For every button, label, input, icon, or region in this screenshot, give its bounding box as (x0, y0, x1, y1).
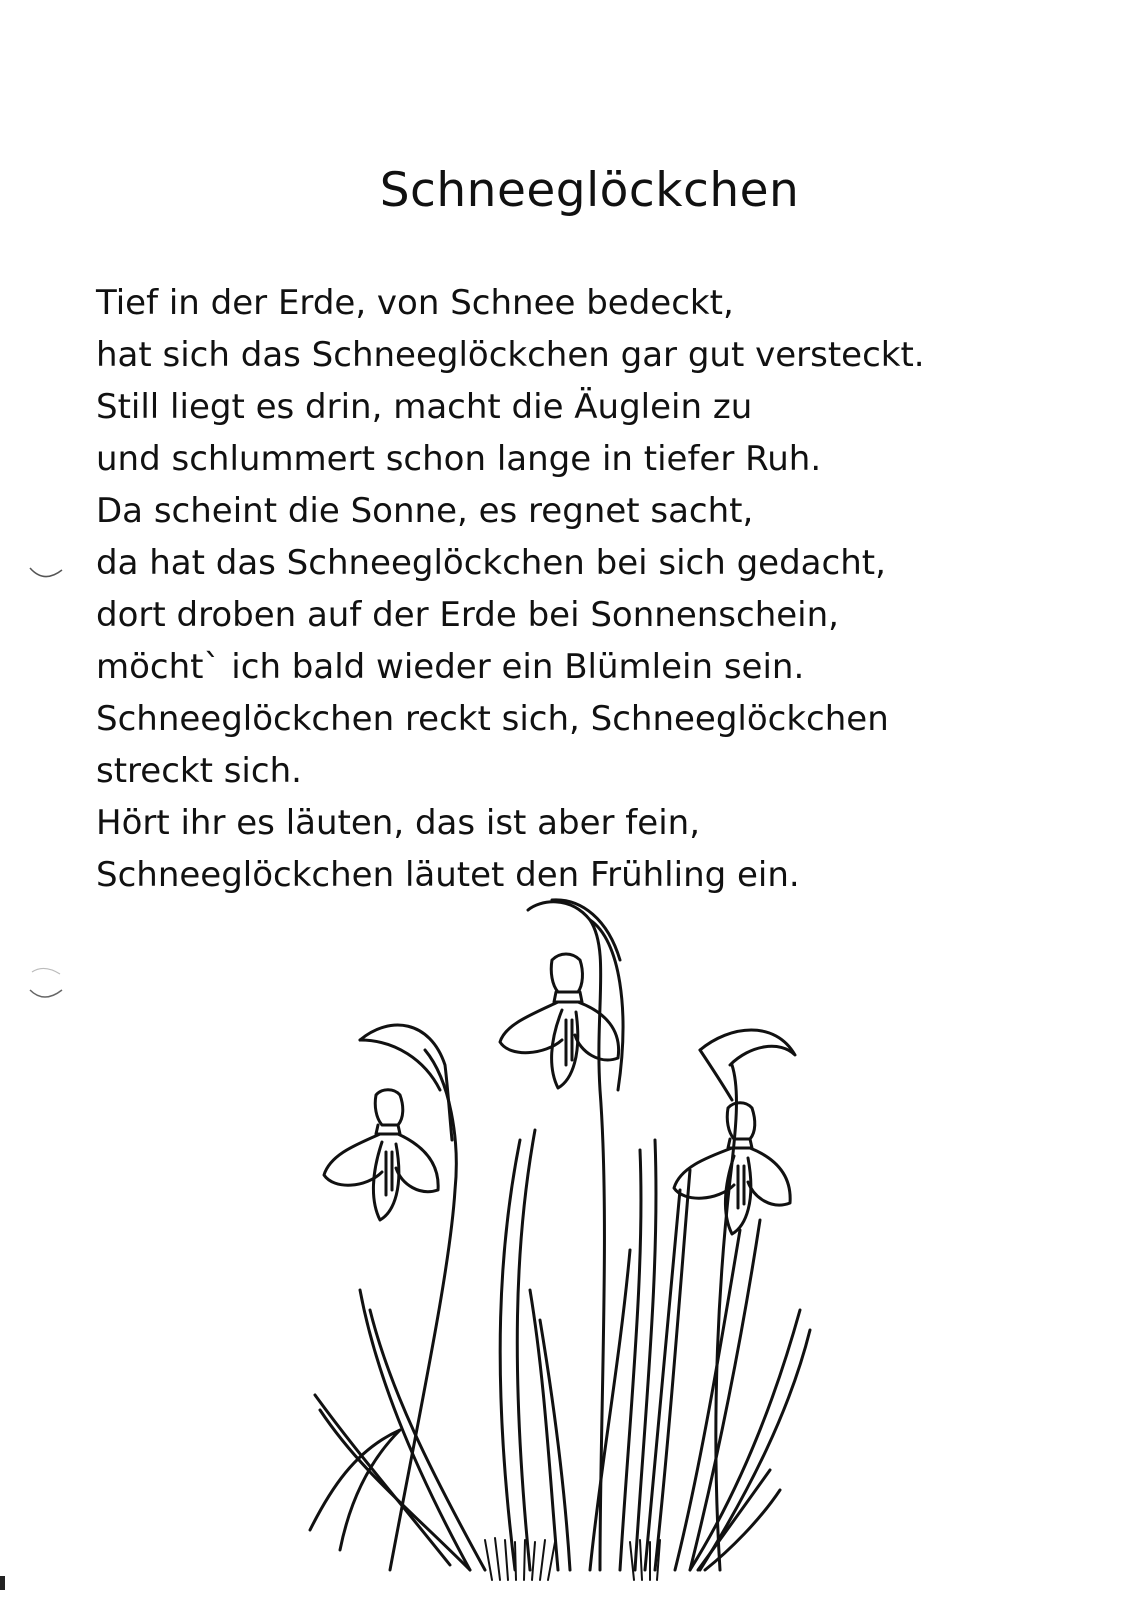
poem-line: Still liegt es drin, macht die Äuglein zu (96, 387, 753, 427)
poem-line: und schlummert schon lange in tiefer Ruh. (96, 439, 822, 479)
poem-line: Da scheint die Sonne, es regnet sacht, (96, 491, 754, 531)
poem-line: da hat das Schneeglöckchen bei sich gedacht, (96, 543, 886, 583)
page-title: Schneeglöckchen (379, 163, 800, 219)
punch-hole-mark-top (22, 548, 72, 588)
poem-text (96, 277, 1056, 901)
scan-edge-mark (0, 1576, 5, 1590)
poem-line: hat sich das Schneeglöckchen gar gut versteckt. (96, 335, 925, 375)
poem-line: möcht` ich bald wieder ein Blümlein sein. (96, 647, 805, 687)
snowdrop-illustration (300, 890, 820, 1590)
poem-line: Schneeglöckchen läutet den Frühling ein. (96, 855, 800, 895)
poem-line: streckt sich. (96, 751, 302, 791)
poem-line: Hört ihr es läuten, das ist aber fein, (96, 803, 700, 843)
poem-line: Tief in der Erde, von Schnee bedeckt, (96, 283, 734, 323)
poem-line: Schneeglöckchen reckt sich, Schneeglöckchen (96, 699, 889, 739)
left-snowdrop (324, 1025, 456, 1570)
punch-hole-mark-bottom (22, 960, 72, 1010)
poem-line: dort droben auf der Erde bei Sonnenschein, (96, 595, 839, 635)
